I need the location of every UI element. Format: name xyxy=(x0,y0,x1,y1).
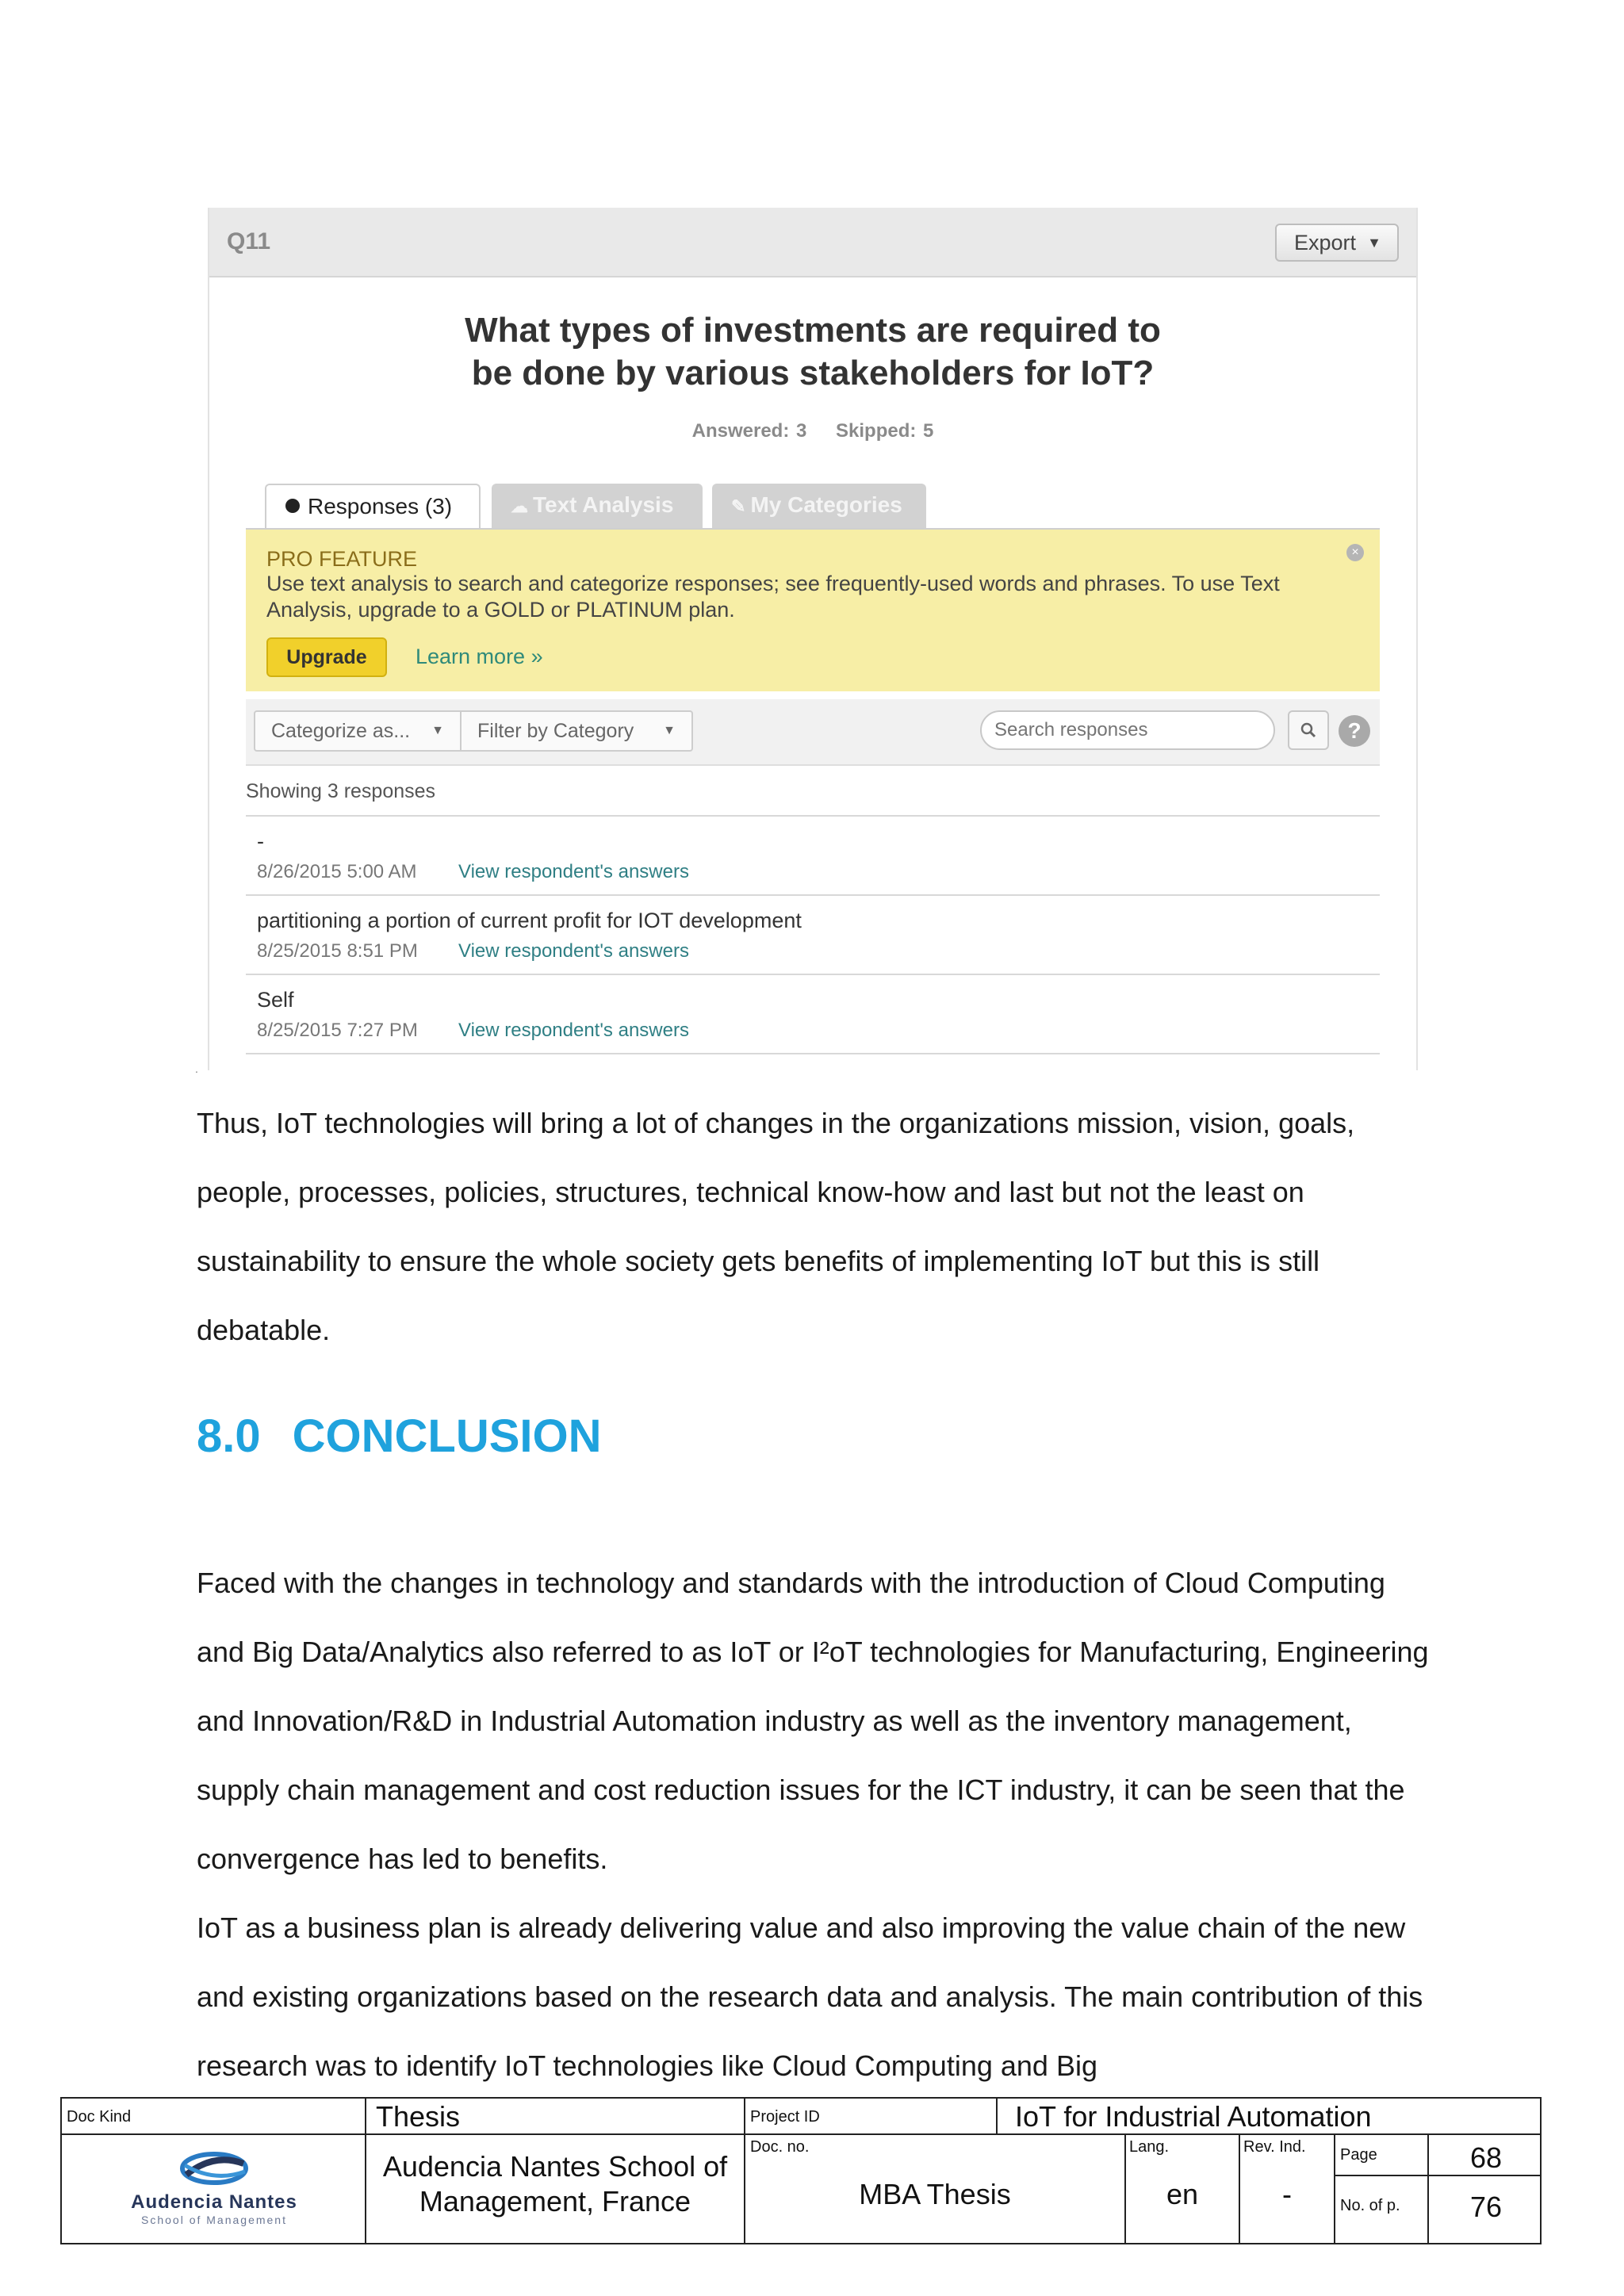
doc-kind-value: Thesis xyxy=(376,2100,461,2133)
document-footer-table xyxy=(60,2097,1542,2244)
list-item xyxy=(246,975,1380,1054)
chevron-down-icon: ▼ xyxy=(663,724,676,737)
institution-logo xyxy=(62,2137,366,2243)
view-answers-link[interactable]: View respondent's answers xyxy=(458,940,689,962)
institution-name: Audencia Nantes School of Management, France xyxy=(382,2150,728,2218)
tab-my-categories[interactable] xyxy=(712,484,926,528)
response-text: Self xyxy=(257,988,294,1012)
upgrade-button[interactable]: Upgrade xyxy=(266,637,387,677)
filter-label: Filter by Category xyxy=(477,720,634,742)
conclusion-text xyxy=(197,1548,1434,2100)
rev-value: - xyxy=(1282,2178,1292,2210)
skipped-count: Skipped: 5 xyxy=(836,420,934,442)
bullet-icon xyxy=(285,499,300,513)
footer-col-divider xyxy=(744,2099,745,2243)
response-date: 8/25/2015 8:51 PM xyxy=(257,940,418,962)
showing-count: Showing 3 responses xyxy=(246,780,436,802)
pages-label: No. of p. xyxy=(1340,2197,1400,2214)
paragraph-conclusion-1: Faced with the changes in technology and standards with the introduction of Cloud Computing and Big Data/Analytics also referred to as IoT or I²oT technologies for Manufacturing, Engineering and Innovation/R&D in Industrial Automation industry as well as the inventory management, supply chain management and cost reduction issues for the ICT industry, it can be seen that the convergence has led to benefits. xyxy=(197,1567,1429,1875)
cloud-icon: ☁ xyxy=(511,496,528,516)
page-value: 68 xyxy=(1469,2141,1503,2174)
paragraph-implications: Thus, IoT technologies will bring a lot of changes in the organizations mission, vision, goals, people, processes, policies, structures, technical know-how and last but not the least on sustainability to ensure the whole society gets benefits of implementing IoT but this is still debatable. xyxy=(197,1107,1355,1346)
logo-icon xyxy=(170,2148,258,2187)
tag-icon: ✎ xyxy=(731,496,746,516)
stray-mark: . xyxy=(195,1062,198,1075)
response-date: 8/26/2015 5:00 AM xyxy=(257,861,417,882)
question-title-line2: be done by various stakeholders for IoT? xyxy=(471,354,1155,392)
section-heading xyxy=(197,1410,602,1463)
learn-more-link[interactable]: Learn more » xyxy=(416,645,543,668)
footer-row-divider xyxy=(1334,2175,1540,2176)
responses-list xyxy=(246,815,1380,1054)
list-item xyxy=(246,817,1380,896)
response-text: partitioning a portion of current profit for IOT development xyxy=(257,909,802,932)
categorize-label: Categorize as... xyxy=(271,720,411,742)
doc-kind-label: Doc Kind xyxy=(67,2108,132,2126)
question-id: Q11 xyxy=(227,228,271,254)
footer-col-divider xyxy=(1334,2133,1335,2243)
pages-value: 76 xyxy=(1469,2191,1503,2223)
question-stats xyxy=(209,420,1416,442)
answered-count: Answered: 3 xyxy=(691,420,807,442)
paragraph-conclusion-2: IoT as a business plan is already delivering value and also improving the value chain of the new and existing organizations based on the research data and analysis. The main contribution of this research was to identify IoT technologies like Cloud Computing and Big xyxy=(197,1911,1423,2082)
search-icon xyxy=(1300,721,1317,739)
project-id-label: Project ID xyxy=(750,2108,820,2126)
view-answers-link[interactable]: View respondent's answers xyxy=(458,861,689,882)
section-title: CONCLUSION xyxy=(292,1410,602,1462)
chevron-down-icon: ▼ xyxy=(431,724,444,737)
pro-feature-heading: PRO FEATURE xyxy=(266,547,418,571)
response-text: - xyxy=(257,829,264,853)
rev-label: Rev. Ind. xyxy=(1243,2138,1306,2156)
section-number: 8.0 xyxy=(197,1410,261,1462)
lang-label: Lang. xyxy=(1129,2138,1170,2156)
tab-my-categories-label: My Categories xyxy=(750,492,902,517)
chevron-down-icon: ▼ xyxy=(1367,235,1381,251)
survey-screenshot xyxy=(208,208,1418,1070)
tab-text-analysis-label: Text Analysis xyxy=(533,492,674,517)
export-button[interactable] xyxy=(1275,224,1399,262)
tab-responses[interactable] xyxy=(265,484,481,531)
close-icon[interactable]: × xyxy=(1346,544,1364,561)
pro-feature-banner xyxy=(246,530,1380,691)
footer-col-divider xyxy=(996,2099,998,2133)
view-answers-link[interactable]: View respondent's answers xyxy=(458,1020,689,1041)
question-title xyxy=(209,309,1416,395)
logo-name: Audencia Nantes xyxy=(131,2191,297,2213)
search-responses-input[interactable] xyxy=(980,710,1275,750)
tab-text-analysis[interactable] xyxy=(492,484,703,528)
tab-responses-label: Responses (3) xyxy=(308,494,453,519)
logo-subtitle: School of Management xyxy=(141,2214,287,2226)
export-label: Export xyxy=(1294,231,1357,254)
question-title-line1: What types of investments are required to xyxy=(465,311,1161,350)
filter-category-dropdown[interactable] xyxy=(460,710,693,752)
pro-feature-text: Use text analysis to search and categorize responses; see frequently-used words and phrases. To use Text Analysis, upgrade to a GOLD or PLATINUM plan. xyxy=(266,572,1280,622)
help-icon[interactable]: ? xyxy=(1339,715,1370,747)
response-date: 8/25/2015 7:27 PM xyxy=(257,1020,418,1041)
page-label: Page xyxy=(1340,2146,1377,2164)
doc-no-label: Doc. no. xyxy=(750,2138,810,2156)
doc-no-value: MBA Thesis xyxy=(859,2178,1011,2210)
project-id-value: IoT for Industrial Automation xyxy=(1015,2100,1372,2133)
footer-row-divider xyxy=(62,2133,1540,2135)
categorize-dropdown[interactable] xyxy=(254,710,462,752)
question-header xyxy=(209,208,1416,277)
list-item xyxy=(246,896,1380,975)
search-button[interactable] xyxy=(1288,710,1329,750)
responses-toolbar xyxy=(246,699,1380,766)
lang-value: en xyxy=(1166,2178,1199,2210)
